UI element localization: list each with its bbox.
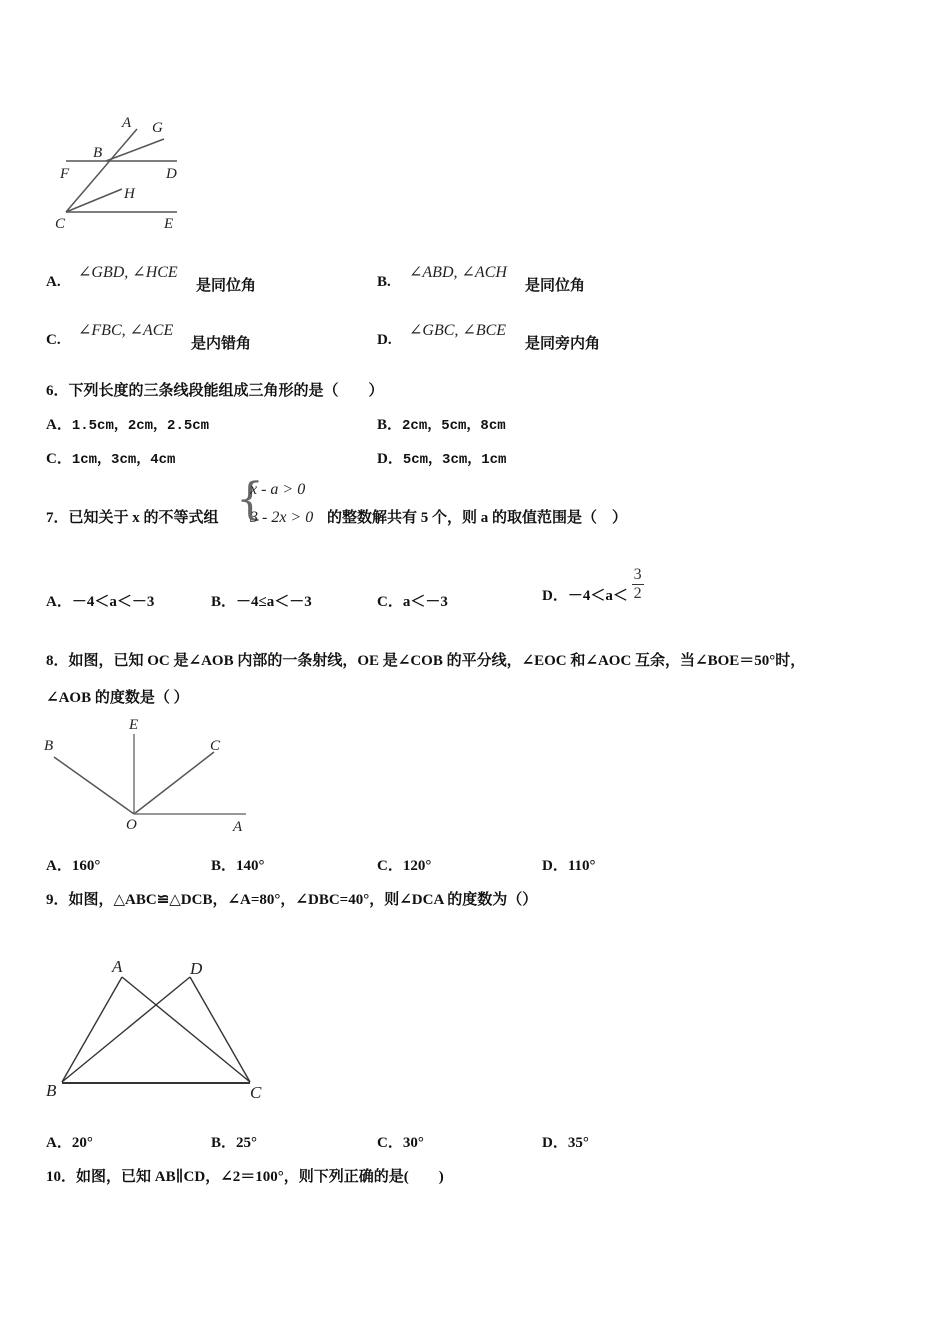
option-text: a＜－3 [402,594,448,610]
option-letter: A． [46,858,72,874]
q9-option-d[interactable] [542,1131,589,1152]
option-text: 110° [567,858,596,874]
option-text: 120° [402,858,432,874]
q5-figure-parallel-lines [40,105,200,235]
option-text: 是同旁内角 [525,336,601,352]
option-letter: D. [377,332,392,348]
option-letter: A. [46,274,61,290]
q8-label-O: O [126,817,137,833]
option-text: 20° [71,1135,93,1151]
q8-option-a[interactable] [46,854,100,875]
q9-label-D: D [190,959,203,978]
option-text: 是同位角 [525,278,586,294]
q9-option-a[interactable] [46,1131,93,1152]
q5-label-B: B [93,145,103,161]
q7-option-b[interactable] [211,590,312,611]
option-math: ∠GBC, ∠BCE [409,322,507,339]
q9-stem: 9．如图，△ABC≌△DCB，∠A=80°，∠DBC=40°，则∠DCA 的度数为（） [46,892,538,908]
q5-label-F: F [60,166,70,182]
q6-option-b[interactable] [377,413,506,434]
q5-label-D: D [166,166,177,182]
option-text: 是内错角 [191,336,252,352]
q6-option-d[interactable] [377,447,506,468]
q8-label-A: A [233,819,243,835]
option-letter: D． [377,451,403,467]
q7-system-brace: { [236,474,264,525]
option-letter: B． [211,858,237,874]
q5-label-C: C [55,216,66,232]
option-text: 5cm，3cm，1cm [402,452,507,468]
q7-system-line-1: x - a > 0 [250,481,306,498]
option-letter: B． [211,594,237,610]
q9-label-A: A [112,957,123,976]
q9-label-C: C [250,1083,262,1102]
option-letter: C. [46,332,61,348]
q8-label-E: E [129,717,139,733]
q9-label-B: B [46,1081,57,1100]
option-text: 30° [402,1135,424,1151]
q6-stem: 6．下列长度的三条线段能组成三角形的是（ ） [46,383,384,399]
q7-stem-before: 7．已知关于 x 的不等式组 [46,510,219,526]
q6-option-a[interactable] [46,413,209,434]
option-text: 25° [236,1135,258,1151]
q8-figure-angles [40,712,260,837]
option-text: 140° [236,858,265,874]
q10-stem: 10．如图，已知 AB∥CD，∠2＝100°，则下列正确的是( ) [46,1169,444,1185]
q5-label-G: G [152,120,163,136]
q8-label-C: C [210,738,221,754]
option-text: 1cm，3cm，4cm [71,452,176,468]
option-letter: B． [377,417,403,433]
option-letter: C． [46,451,72,467]
q5-label-E: E [164,216,174,232]
q8-option-d[interactable] [542,854,596,875]
option-letter: D． [542,1135,568,1151]
fraction-three-halves: $\frac{3}{2}$ [633,566,642,602]
option-letter: A． [46,594,72,610]
option-letter: C． [377,1135,403,1151]
q5-label-H: H [124,186,135,202]
q7-stem-after: 的整数解共有 5 个，则 a 的取值范围是（ ） [327,510,628,526]
q8-option-b[interactable] [211,854,265,875]
option-letter: D． [542,858,568,874]
option-text: 35° [567,1135,589,1151]
option-letter: D． [542,587,568,604]
q9-option-c[interactable] [377,1131,424,1152]
option-text: 2cm，5cm，8cm [402,418,506,434]
q7-option-c[interactable] [377,590,448,611]
option-letter: B. [377,274,391,290]
option-text: 是同位角 [196,278,257,294]
option-text: －4＜a＜ [567,587,628,604]
option-text: 1.5cm，2cm，2.5cm [71,418,210,434]
option-math: ∠FBC, ∠ACE [78,322,174,339]
q8-label-B: B [44,738,54,754]
option-letter: B． [211,1135,237,1151]
q8-stem-line-1: 8．如图，已知 OC 是∠AOB 内部的一条射线，OE 是∠COB 的平分线，∠EOC 和∠AOC 互余，当∠BOE＝50°时， [46,653,806,669]
q8-option-c[interactable] [377,854,431,875]
q7-option-a[interactable] [46,590,154,611]
option-text: 160° [71,858,101,874]
option-math: ∠GBD, ∠HCE [78,264,178,281]
q8-stem-line-2: ∠AOB 的度数是（ ） [46,690,189,706]
q7-system-line-2: 3 - 2x > 0 [250,509,314,526]
option-math: ∠ABD, ∠ACH [409,264,507,281]
option-text: －4＜a＜－3 [71,594,155,610]
option-text: －4≤a＜－3 [236,594,312,610]
q9-option-b[interactable] [211,1131,257,1152]
q7-option-d[interactable] [542,566,644,605]
q5-label-A: A [122,115,132,131]
q6-option-c[interactable] [46,447,175,468]
option-letter: C． [377,858,403,874]
option-letter: C． [377,594,403,610]
option-letter: A． [46,417,72,433]
q9-figure-congruent-triangles [40,952,280,1107]
option-letter: A． [46,1135,72,1151]
